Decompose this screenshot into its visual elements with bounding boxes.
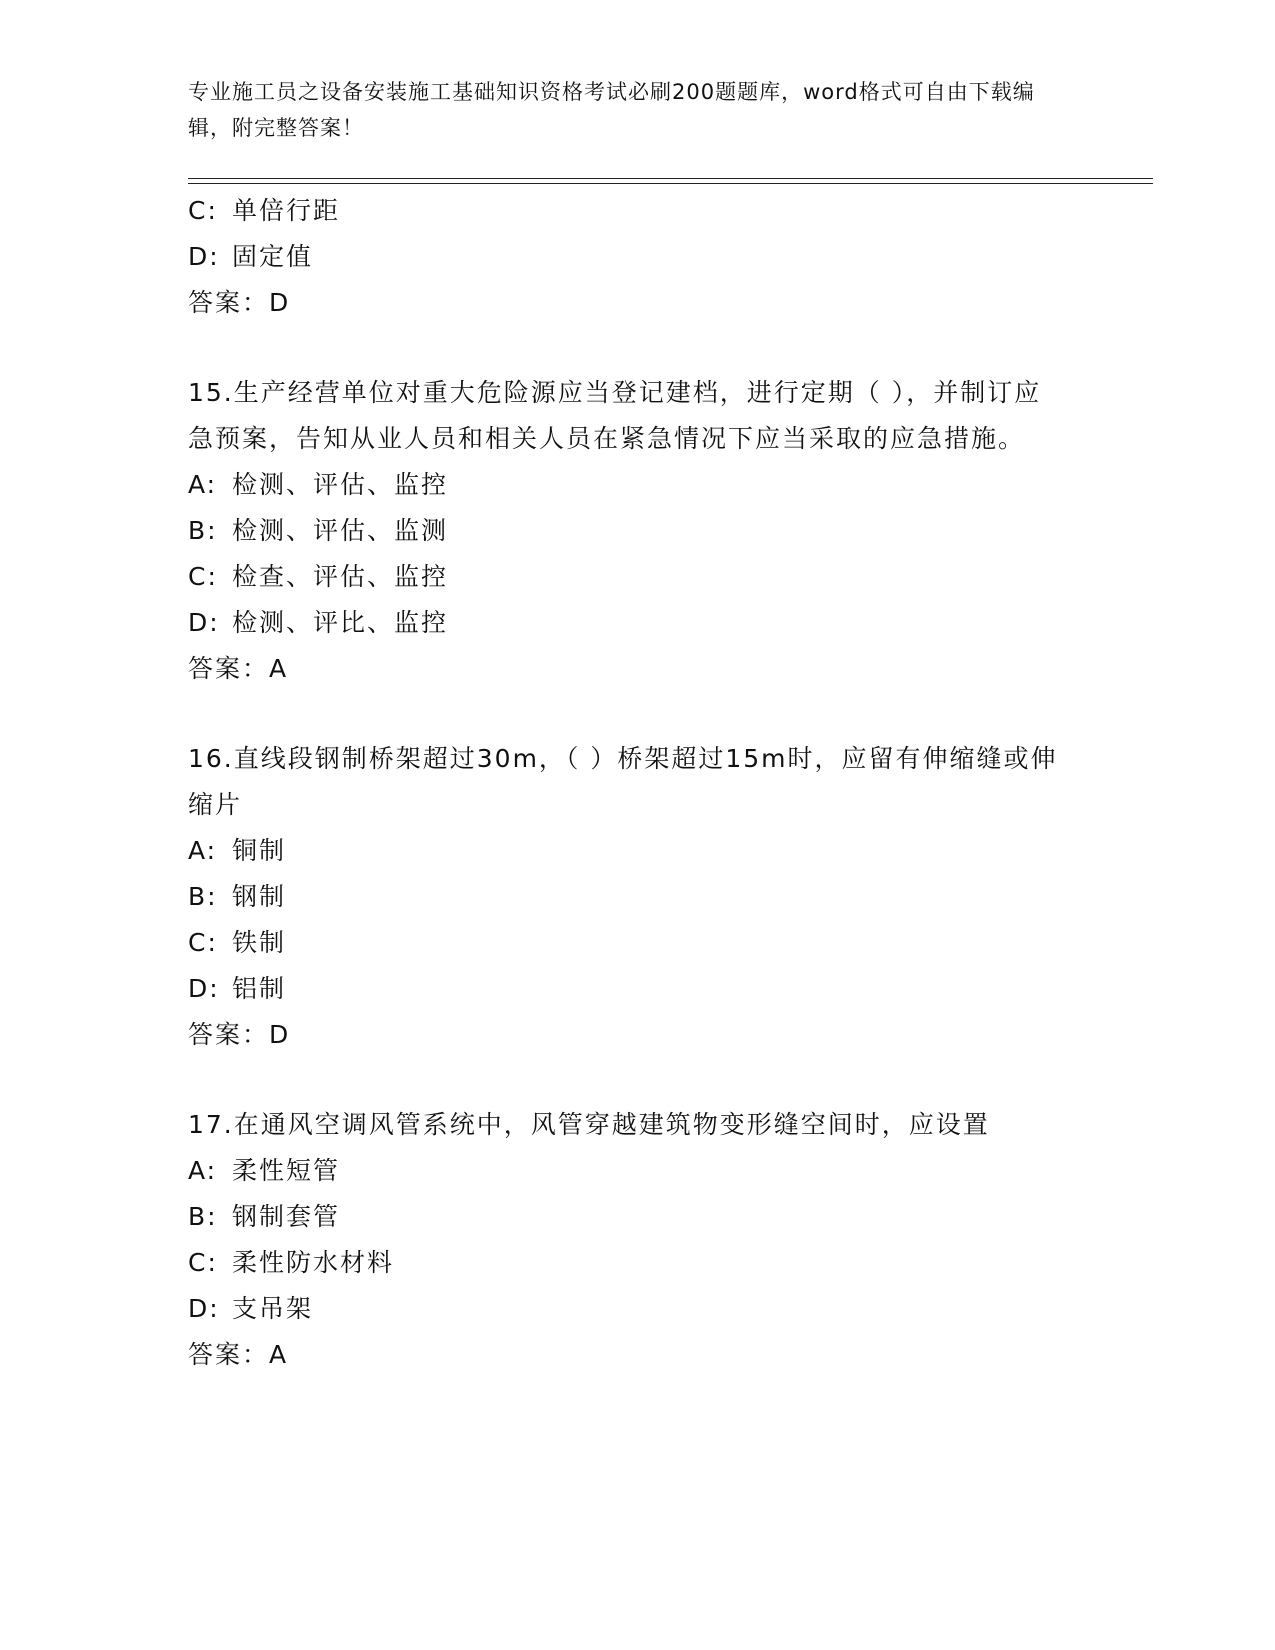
option-c <box>188 920 1088 966</box>
option-text: 钢制 <box>232 882 287 911</box>
option-b <box>188 1194 1088 1240</box>
answer: 答案：D <box>188 288 291 317</box>
answer: 答案：A <box>188 654 289 683</box>
question-text: 17.在通风空调风管系统中，风管穿越建筑物变形缝空间时，应设置 <box>188 1110 990 1139</box>
option-text: 柔性防水材料 <box>232 1248 395 1277</box>
option-label: A: <box>188 470 218 499</box>
option-label: C: <box>188 1248 218 1277</box>
question-15 <box>188 370 1088 692</box>
question-text: 16.直线段钢制桥架超过30m，（ ）桥架超过15m时，应留有伸缩缝或伸缩片 <box>188 744 1058 819</box>
option-label: A: <box>188 836 218 865</box>
option-text: 检测、评比、监控 <box>232 608 449 637</box>
option-c <box>188 188 1088 234</box>
question-17 <box>188 1102 1088 1378</box>
option-text: 支吊架 <box>232 1294 314 1323</box>
option-text: 固定值 <box>232 242 314 271</box>
option-label: D: <box>188 608 220 637</box>
continued-question <box>188 188 1088 326</box>
option-label: B: <box>188 1202 218 1231</box>
answer: 答案：D <box>188 1020 291 1049</box>
document-body <box>188 188 1088 1378</box>
option-a <box>188 828 1088 874</box>
option-b <box>188 874 1088 920</box>
option-c <box>188 554 1088 600</box>
option-text: 柔性短管 <box>232 1156 341 1185</box>
option-text: 检查、评估、监控 <box>232 562 449 591</box>
option-label: C: <box>188 562 218 591</box>
option-label: A: <box>188 1156 218 1185</box>
option-d <box>188 1286 1088 1332</box>
option-text: 铁制 <box>232 928 287 957</box>
question-16 <box>188 736 1088 1058</box>
option-text: 钢制套管 <box>232 1202 341 1231</box>
option-label: D: <box>188 1294 220 1323</box>
option-label: C: <box>188 928 218 957</box>
option-b <box>188 508 1088 554</box>
option-d <box>188 234 1088 280</box>
option-a <box>188 462 1088 508</box>
page-header: 专业施工员之设备安装施工基础知识资格考试必刷200题题库，word格式可自由下载编辑，附完整答案！ <box>188 80 1035 140</box>
header-divider <box>188 183 1153 184</box>
option-a <box>188 1148 1088 1194</box>
option-text: 检测、评估、监控 <box>232 470 449 499</box>
option-text: 检测、评估、监测 <box>232 516 449 545</box>
option-label: D: <box>188 974 220 1003</box>
option-d <box>188 966 1088 1012</box>
option-label: C: <box>188 196 218 225</box>
option-text: 铝制 <box>232 974 287 1003</box>
option-text: 铜制 <box>232 836 287 865</box>
option-label: B: <box>188 516 218 545</box>
option-c <box>188 1240 1088 1286</box>
question-text: 15.生产经营单位对重大危险源应当登记建档，进行定期（ ），并制订应急预案，告知从业人员和相关人员在紧急情况下应当采取的应急措施。 <box>188 378 1042 453</box>
option-d <box>188 600 1088 646</box>
option-label: B: <box>188 882 218 911</box>
answer: 答案：A <box>188 1340 289 1369</box>
option-text: 单倍行距 <box>232 196 341 225</box>
option-label: D: <box>188 242 220 271</box>
header-divider <box>188 178 1153 179</box>
